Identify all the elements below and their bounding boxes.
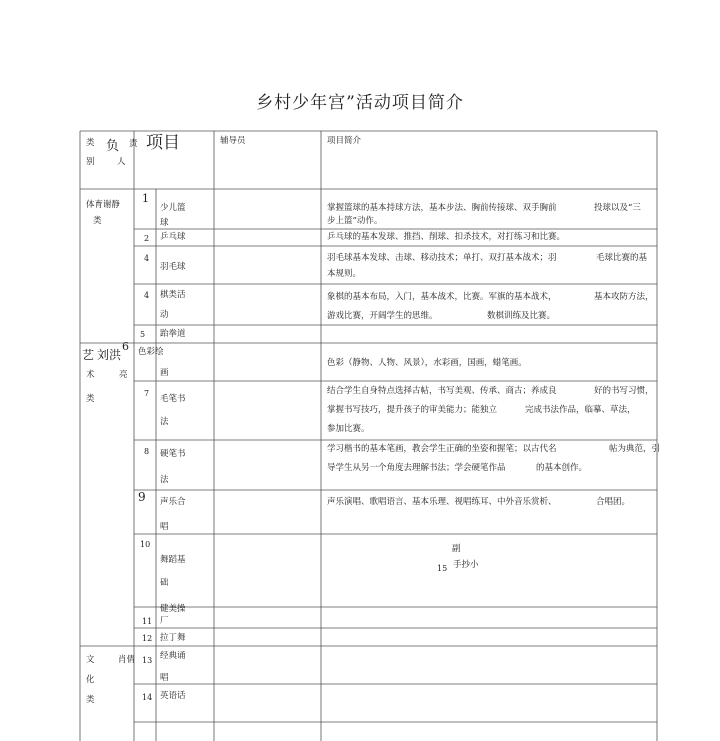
project-name: 乒乓球	[160, 232, 186, 242]
project-intro-line: 的基本创作。	[536, 463, 588, 473]
project-name-cont: 球	[160, 218, 169, 228]
project-intro-line: 结合学生自身特点选择古帖，书写美观、传承、商古；养成良	[327, 386, 557, 396]
project-intro-line: 羽毛球基本发球、击球、移动技术；单打、双打基本战术；羽	[327, 253, 557, 263]
row-number: 2	[144, 234, 150, 243]
category-culture-a: 文	[86, 655, 95, 665]
project-intro-line: 完成书法作品，临摹、草法，	[525, 405, 636, 415]
project-name: 声乐合	[160, 497, 186, 507]
header-instructor: 辅导员	[220, 136, 246, 146]
project-name: 羽毛球	[160, 262, 186, 272]
row-number: 13	[142, 656, 153, 665]
project-intro-line: 掌握篮球的基本持球方法，基本步法、胸前传接球、双手胸前	[327, 203, 557, 213]
project-intro-line: 导学生从另一个角度去理解书法；学会硬笔作品	[327, 463, 506, 473]
project-intro-line: 投球以及“三	[594, 203, 641, 213]
row-number: 4	[144, 254, 150, 263]
project-intro-line: 学习楷书的基本笔画，教会学生正确的坐姿和握笔；以古代名	[327, 444, 557, 454]
project-name-cont: 础	[160, 578, 169, 588]
row-number: 7	[144, 389, 150, 398]
project-name: 舞蹈基	[160, 555, 186, 565]
category-arts-a: 艺	[82, 348, 95, 362]
project-name-cont: 唱	[160, 673, 169, 683]
project-name-cont: 唱	[160, 522, 169, 532]
project-name-cont: 动	[160, 310, 169, 320]
project-name: 少儿篮	[160, 203, 186, 213]
project-intro-line: 步上篮”动作。	[327, 216, 383, 226]
category-arts-d: 类	[86, 394, 95, 404]
project-intro-line: 色彩（静物、人物、风景），水彩画，国画，蜡笔画。	[327, 358, 527, 368]
project-name: 健美操	[160, 604, 186, 614]
project-intro-line: 好的书写习惯，	[594, 386, 654, 396]
header-leader-a: 负	[106, 139, 120, 154]
category-culture-leader: 肖倩	[118, 655, 136, 665]
row-number: 6	[122, 340, 129, 353]
project-intro-line: 乒乓球的基本发球、推挡、削球、扣杀技术，对打练习和比赛。	[327, 232, 566, 242]
project-intro-line: 合唱团。	[596, 497, 631, 507]
project-intro-line: 副	[452, 544, 461, 554]
row-number: 14	[142, 693, 153, 702]
project-intro-line: 象棋的基本布局，入门，基本战术，比赛。军旗的基本战术，	[327, 292, 557, 302]
header-leader-b: 责	[129, 139, 138, 149]
header-leader-c: 人	[117, 157, 126, 167]
project-name-cont: 法	[160, 475, 169, 485]
category-sports-b: 类	[93, 216, 102, 226]
project-intro-line: 基本攻防方法，	[594, 292, 654, 302]
project-name: 英语话	[160, 691, 186, 701]
category-arts-c: 亮	[119, 370, 128, 380]
project-intro-line: 毛球比赛的基	[596, 253, 648, 263]
page-title: 乡村少年宫”活动项目简介	[256, 93, 464, 113]
project-intro-line: 游戏比赛，开阔学生的思维。	[327, 311, 438, 321]
project-name: 色彩绘	[138, 347, 164, 357]
row-number: 11	[142, 617, 153, 626]
project-name: 棋类活	[160, 290, 186, 300]
project-intro-line: 帖为典范，引	[609, 444, 661, 454]
header-intro: 项目简介	[327, 136, 362, 146]
category-culture-b: 化	[86, 675, 95, 685]
project-intro-line: 数棋训练及比赛。	[487, 311, 556, 321]
category-arts-b: 术	[86, 370, 95, 380]
header-project: 项目	[146, 133, 180, 153]
project-name-cont: 画	[160, 368, 169, 378]
category-arts-leader: 刘洪	[97, 348, 122, 362]
project-name: 经典诵	[160, 651, 186, 661]
row-number: 10	[140, 540, 151, 549]
project-name: 毛笔书	[160, 394, 186, 404]
project-intro-line: 掌握书写技巧，提升孩子的审美能力；能独立	[327, 405, 498, 415]
row-number: 8	[144, 447, 150, 456]
project-name: 跆拳道	[160, 329, 186, 339]
category-sports-a: 体育谢静	[86, 200, 121, 210]
category-culture-c: 类	[86, 695, 95, 705]
row-number: 9	[138, 490, 146, 504]
project-intro-line: 15	[437, 564, 448, 573]
project-name-cont: 厂	[160, 616, 169, 626]
header-category-a: 类	[86, 138, 95, 148]
project-name: 拉丁舞	[160, 633, 186, 643]
project-intro-line: 声乐演唱、歌唱语言、基本乐理、视唱练耳、中外音乐赏析、	[327, 497, 557, 507]
row-number: 1	[142, 192, 149, 205]
row-number: 4	[144, 291, 150, 300]
row-number: 12	[142, 634, 153, 643]
project-name-cont: 法	[160, 417, 169, 427]
project-intro-line: 手抄小	[453, 560, 479, 570]
project-intro-line: 本规则。	[327, 269, 362, 279]
row-number: 5	[140, 330, 146, 339]
header-category-b: 别	[86, 157, 95, 167]
project-name: 硬笔书	[160, 449, 186, 459]
project-intro-line: 参加比赛。	[327, 424, 370, 434]
